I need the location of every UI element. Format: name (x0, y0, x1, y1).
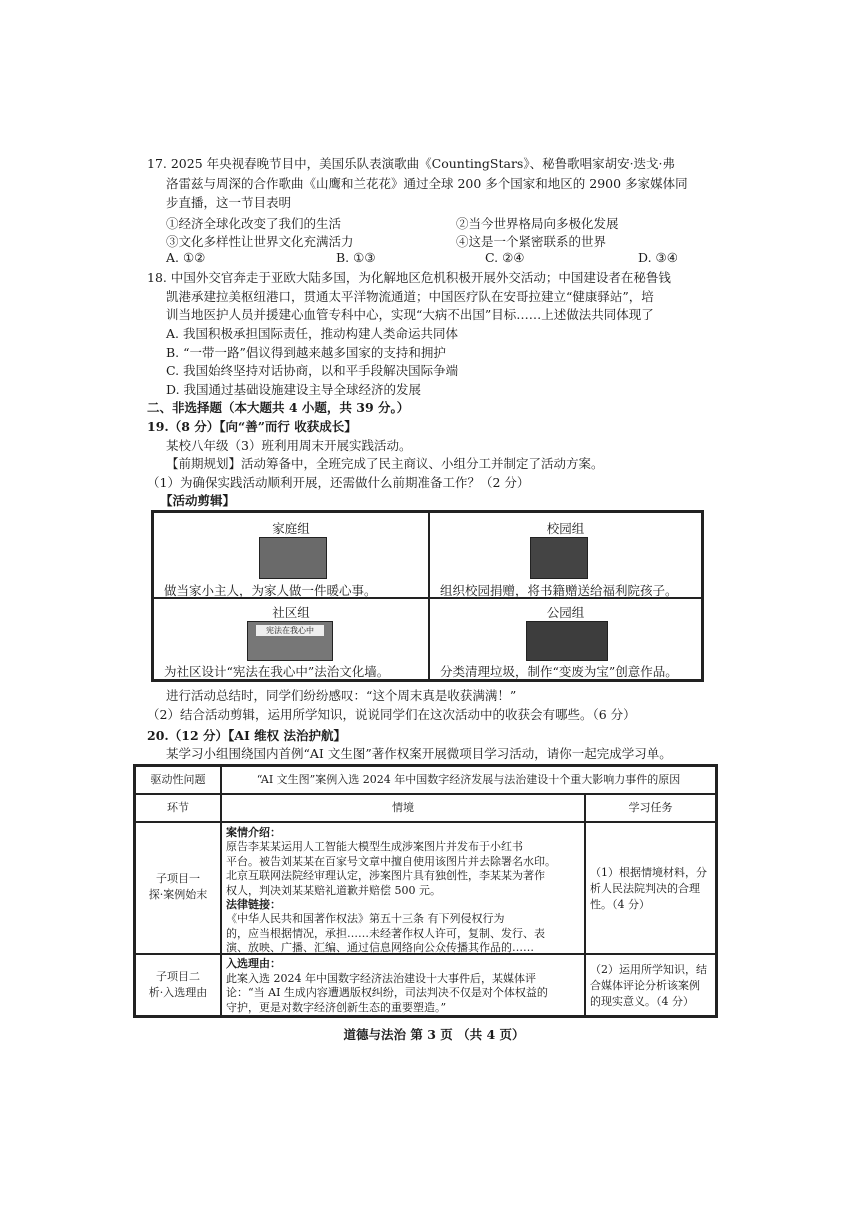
q20-title: 20.（12 分）【AI 维权 法治护航】 (147, 728, 346, 743)
activity-cell-school (429, 512, 702, 598)
group-caption: 组织校园捐赠，将书籍赠送给福利院孩子。 (440, 583, 678, 598)
project-2-name (135, 954, 221, 1016)
project-1-name (135, 822, 221, 954)
activity-grid (151, 510, 704, 682)
family-photo (259, 537, 327, 579)
q17-option-d: D. ③④ (638, 250, 678, 265)
reason-line: 守护，更是对数字经济创新生态的重要塑造。” (226, 1000, 447, 1014)
activity-cell-family (153, 512, 429, 598)
project-1-context (221, 822, 585, 954)
case-heading: 案情介绍： (226, 826, 281, 839)
case-line: 权人，判决刘某某赔礼道歉并赔偿 500 元。 (226, 883, 441, 897)
law-line: 的，应当根据情况，承担……未经著作权人许可，复制、发行、表 (226, 926, 545, 940)
q19-subquestion-2: （2）结合活动剪辑，运用所学知识，说说同学们在这次活动中的收获会有哪些。（6 分） (147, 707, 636, 722)
task-line: 析人民法院判决的合理 (590, 882, 700, 895)
wall-banner: 宪法在我心中 (256, 625, 324, 636)
section-heading: 二、非选择题（本大题共 4 小题，共 39 分。） (147, 400, 410, 415)
q19-summary: 进行活动总结时，同学们纷纷感叹：“这个周末真是收获满满！” (166, 688, 517, 703)
q17-statement-3: ③文化多样性让世界文化充满活力 (166, 234, 354, 249)
q20-intro: 某学习小组围绕国内首例“AI 文生图”著作权案开展微项目学习活动，请你一起完成学习单。 (166, 746, 672, 761)
page-footer: 道德与法治 第 3 页 （共 4 页） (343, 1027, 525, 1042)
col-context: 情境 (221, 794, 585, 822)
project-2-label-b: 析·入选理由 (148, 986, 208, 999)
q18-option-d: D. 我国通过基础设施建设主导全球经济的发展 (166, 382, 422, 397)
q17-statement-1: ①经济全球化改变了我们的生活 (166, 216, 342, 231)
task-line: 的现实意义。（4 分） (590, 995, 694, 1008)
task-line: 性。（4 分） (590, 898, 650, 911)
q17-stem-line2: 洛雷兹与周深的合作歌曲《山鹰和兰花花》通过全球 200 多个国家和地区的 2900 多家媒体同 (166, 176, 688, 191)
q17-option-b: B. ①③ (336, 250, 376, 265)
learning-sheet (133, 764, 718, 1018)
group-name: 家庭组 (272, 521, 310, 536)
case-line: 北京互联网法院经审理认定，涉案图片具有独创性，李某某为著作 (226, 869, 545, 883)
project-1-label-b: 探·案例始末 (148, 888, 208, 901)
case-line: 平台。被告刘某某在百家号文章中擅自使用该图片并去除署名水印。 (226, 854, 556, 868)
activity-cell-park (429, 598, 702, 680)
park-photo (526, 621, 608, 661)
group-name: 公园组 (546, 605, 585, 620)
group-caption: 做当家小主人，为家人做一件暖心事。 (164, 583, 377, 598)
q18-stem-line3: 训当地医护人员并援建心血管专科中心，实现“大病不出国”目标……上述做法共同体现了 (166, 307, 654, 322)
q18-option-c: C. 我国始终坚持对话协商，以和平手段解决国际争端 (166, 363, 459, 378)
reason-line: 论：“当 AI 生成内容遭遇版权纠纷，司法判决不仅是对个体权益的 (226, 986, 548, 999)
col-task: 学习任务 (585, 794, 716, 822)
q17-option-a: A. ①② (166, 250, 206, 265)
drive-question: “AI 文生图”案例入选 2024 年中国数字经济发展与法治建设十个重大影响力事件的原因 (221, 766, 716, 794)
task-line: （1）根据情境材料，分 (590, 866, 707, 879)
q17-statement-2: ②当今世界格局向多极化发展 (456, 216, 619, 231)
law-line: 《中华人民共和国著作权法》第五十三条 有下列侵权行为 (226, 912, 505, 926)
q17-statement-4: ④这是一个紧密联系的世界 (456, 234, 607, 249)
q18-stem-line1: 18. 中国外交官奔走于亚欧大陆多国，为化解地区危机积极开展外交活动；中国建设者在秘鲁钱 (147, 270, 671, 285)
group-name: 校园组 (546, 521, 585, 536)
reason-heading: 入选理由： (226, 957, 281, 970)
project-1-label-a: 子项目一 (156, 872, 200, 885)
q18-option-a: A. 我国积极承担国际责任，推动构建人类命运共同体 (166, 326, 458, 341)
drive-label: 驱动性问题 (135, 766, 221, 794)
task-line: 合媒体评论分析该案例 (590, 979, 700, 992)
law-line: 演、放映、广播、汇编、通过信息网络向公众传播其作品的…… (226, 941, 534, 955)
q19-title: 19.（8 分）【向“善”而行 收获成长】 (147, 419, 357, 434)
activity-cell-community (153, 598, 429, 680)
case-line: 原告李某某运用人工智能大模型生成涉案图片并发布于小红书 (226, 840, 523, 854)
q19-plan: 【前期规划】活动筹备中，全班完成了民主商议、小组分工并制定了活动方案。 (166, 456, 604, 471)
school-photo (530, 537, 588, 579)
group-name: 社区组 (272, 605, 310, 620)
community-photo (247, 621, 333, 661)
col-stage: 环节 (135, 794, 221, 822)
q18-stem-line2: 凯港承建拉美枢纽港口，贯通太平洋物流通道；中国医疗队在安哥拉建立“健康驿站”，培 (166, 289, 654, 304)
q17-stem-line1: 17. 2025 年央视春晚节目中，美国乐队表演歌曲《CountingStars》、秘鲁歌唱家胡安·迭戈·弗 (147, 156, 676, 171)
project-2-task (585, 954, 716, 1016)
q17-stem-line3: 步直播，这一节目表明 (166, 195, 292, 210)
group-caption: 分类清理垃圾，制作“变废为宝”创意作品。 (440, 664, 678, 679)
q17-option-c: C. ②④ (485, 250, 525, 265)
q19-intro: 某校八年级（3）班利用周末开展实践活动。 (166, 438, 412, 453)
task-line: （2）运用所学知识，结 (590, 963, 707, 976)
q18-option-b: B. “一带一路”倡议得到越来越多国家的支持和拥护 (166, 345, 446, 360)
law-heading: 法律链接： (226, 898, 281, 912)
project-2-label-a: 子项目二 (156, 970, 200, 983)
q19-subquestion-1: （1）为确保实践活动顺利开展，还需做什么前期准备工作？（2 分） (147, 475, 530, 490)
project-1-task (585, 822, 716, 954)
q19-edit-label: 【活动剪辑】 (160, 493, 236, 508)
group-caption: 为社区设计“宪法在我心中”法治文化墙。 (164, 664, 390, 679)
project-2-context (221, 954, 585, 1016)
reason-line: 此案入选 2024 年中国数字经济法治建设十大事件后，某媒体评 (226, 971, 536, 985)
